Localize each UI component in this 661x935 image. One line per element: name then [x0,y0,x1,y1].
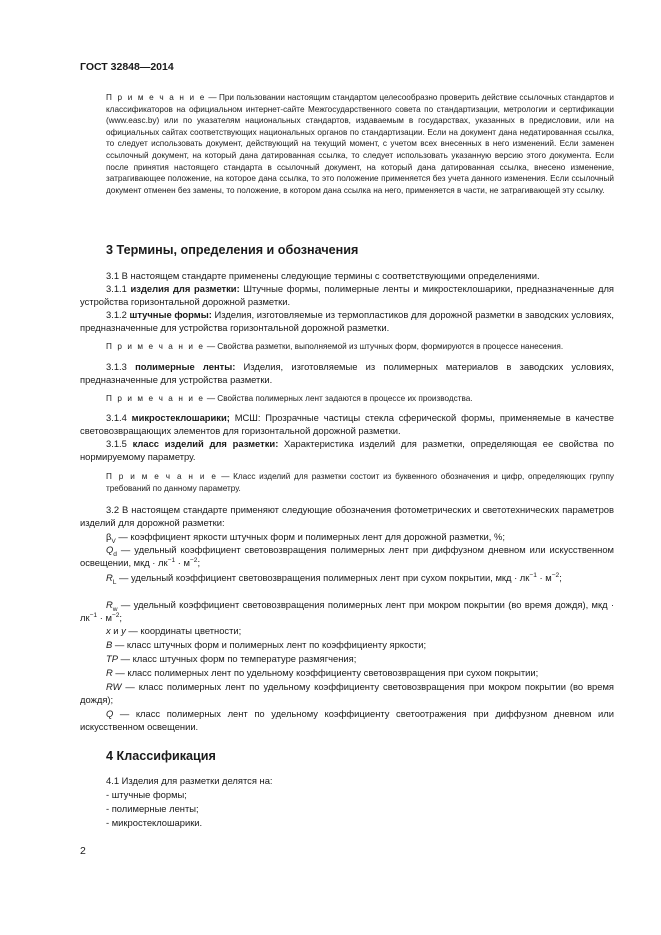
term-number: 3.1.5 [106,438,133,449]
symbol-beta-v [106,530,614,543]
term-definition: Изделия, изготовляемые из полимерных материалов в заводских условиях, предназначенные для устройства разметки. [80,361,614,386]
list-item: - микростеклошарики. [106,817,203,828]
conjunction: и [110,625,122,636]
top-note [106,92,614,196]
term-3-1-2 [80,308,614,334]
unit-exponent: −1 [89,612,98,620]
section-4-heading: 4 Классификация [106,749,216,763]
section-3-heading: 3 Термины, определения и обозначения [106,243,359,257]
symbol-description: — удельный коэффициент световозвращения полимерных лент при мокром покрытии (во время дождя), мкд · лк [80,599,614,624]
list-item: - штучные формы; [106,789,187,800]
symbol-description: — класс полимерных лент по удельному коэффициенту светоотражения при диффузном дневном или искусственном освещении. [80,708,614,733]
symbol-description: — класс штучных форм по температуре размягчения; [117,653,357,664]
symbol-subscript: L [112,578,117,586]
note-label: П р и м е ч а н и е [106,472,218,481]
symbol-rw-class [80,680,614,706]
symbol-subscript: w [112,605,118,613]
symbol-description: — класс полимерных лент по удельному коэффициенту световозвращения при сухом покрытии; [112,667,539,678]
symbol: Q [106,544,114,555]
symbol-description: — удельный коэффициент световозвращения полимерных лент при сухом покрытии, мкд · лк [116,572,530,583]
note-text: — Свойства разметки, выполняемой из штучных форм, формируются в процессе нанесения. [204,342,564,351]
paragraph-3-1: 3.1 В настоящем стандарте применены следующие термины с соответствующими определениями. [106,270,540,281]
symbol-qd [80,543,614,569]
term-definition: МСШ: Прозрачные частицы стекла сферической формы, применяемые в качестве световозвращающих элементов для горизонтальной дорожной разметки. [80,412,614,437]
symbol-q [80,707,614,733]
symbol-b [106,638,614,651]
term-number: 3.1.2 [106,309,130,320]
note-3-1-5 [106,471,614,494]
unit-exponent: −2 [111,612,120,620]
unit: · м [175,557,190,569]
unit: · м [536,572,552,583]
unit-exponent: −2 [189,557,198,565]
symbol-description: — класс полимерных лент по удельному коэффициенту световозвращения при мокром покрытии (во время дождя); [80,681,614,706]
symbol: RW [106,681,122,692]
page-number: 2 [80,845,86,857]
note-3-1-2 [106,341,614,353]
symbol: R [106,667,113,678]
paragraph-4-1: 4.1 Изделия для разметки делятся на: [106,775,273,786]
note-text: — Класс изделий для разметки состоит из буквенного обозначения и цифр, определяющих группу требований по данному параметру. [106,472,614,493]
note-text: — Свойства полимерных лент задаются в процессе их производства. [204,394,473,403]
symbol: β [106,531,112,542]
term-number: 3.1.4 [106,412,132,423]
unit-exponent: −1 [529,571,537,579]
note-3-1-3 [106,393,614,405]
symbol-description: — удельный коэффициент световозвращения полимерных лент при диффузном дневном или искусственном освещении, мкд · лк [80,544,614,569]
term-name: изделия для разметки: [130,283,240,294]
symbol-tp [106,652,614,665]
term-number: 3.1.1 [106,283,131,294]
symbol-subscript: d [113,550,117,558]
term-definition: Изделия, изготовляемые из термопластиков для дорожной разметки в заводских условиях, предназначенные для устройства горизонтальной дорожной разметки. [80,309,614,334]
term-name: класс изделий для разметки: [132,438,279,449]
symbol-xy [106,624,614,637]
punctuation: ; [197,557,201,569]
page-header: ГОСТ 32848—2014 [80,61,174,73]
note-text: — При пользовании настоящим стандартом целесообразно проверить действие ссылочных стандартов и классификаторов на официальном интернет-сайте Межгосударственного совета по стандартизации, метрологии и сертификации (www.easc.by) или по указателям национальных стандартов, издаваемым в государствах, указанных в предисловии, или на официальных сайтах соответствующих национальных органов по стандартизации. Если на документ дана недатированная ссылка, то следует использовать документ, действующий на текущий момент, с учетом всех внесенных в него изменений. Если заменен ссылочный документ, на который дана датированная ссылка, то следует использовать указанную версию этого документа. Если после принятия настоящего стандарта в ссылочный документ, на который дана датированная ссылка, внесено изменение, затрагивающее положение, на которое дана ссылка, то это положение применяется без учета данного изменения. Если ссылочный документ отменен без замены, то положение, в котором дана ссылка на него, применяется в части, не затрагивающей эту ссылку. [106,93,614,195]
symbol: R [106,572,113,583]
paragraph-3-2: 3.2 В настоящем стандарте применяют следующие обозначения фотометрических и светотехнических параметров изделий для дорожной разметки: [80,504,614,529]
punctuation: ; [119,612,123,624]
unit-exponent: −2 [551,571,560,579]
symbol: R [106,599,113,610]
unit-exponent: −1 [167,557,176,565]
term-number: 3.1.3 [106,361,136,372]
symbol-description: — класс штучных форм и полимерных лент по коэффициенту яркости; [112,639,427,650]
symbol-r [106,666,614,679]
symbol: B [106,639,113,650]
punctuation: ; [559,572,562,583]
term-3-1-5 [80,437,614,463]
symbol-description: — координаты цветности; [125,625,242,636]
symbol: y [121,625,126,636]
symbol-rl [80,571,614,584]
symbol: TP [106,653,118,664]
list-item: - полимерные ленты; [106,803,199,814]
symbol: x [106,625,111,636]
term-3-1-4 [80,411,614,437]
term-3-1-3 [80,360,614,386]
symbol-description: — коэффициент яркости штучных форм и полимерных лент для дорожной разметки, %; [115,531,505,542]
term-definition: Характеристика изделий для разметки, определяющая ее свойства по нормируемому параметру. [80,438,615,463]
term-name: полимерные ленты: [135,361,236,372]
symbol: Q [106,708,114,719]
term-definition: Штучные формы, полимерные ленты и микростеклошарики, предназначенные для устройства горизонтальной дорожной разметки. [80,283,614,308]
term-3-1-1 [80,282,614,308]
note-label: П р и м е ч а н и е [106,342,205,351]
term-name: микростеклошарики; [131,412,230,423]
symbol-rw [80,598,614,624]
symbol-subscript: V [111,537,116,545]
unit: · м [97,612,112,624]
term-name: штучные формы: [129,309,212,320]
note-label: П р и м е ч а н и е [106,394,205,403]
note-label: П р и м е ч а н и е [106,93,206,102]
